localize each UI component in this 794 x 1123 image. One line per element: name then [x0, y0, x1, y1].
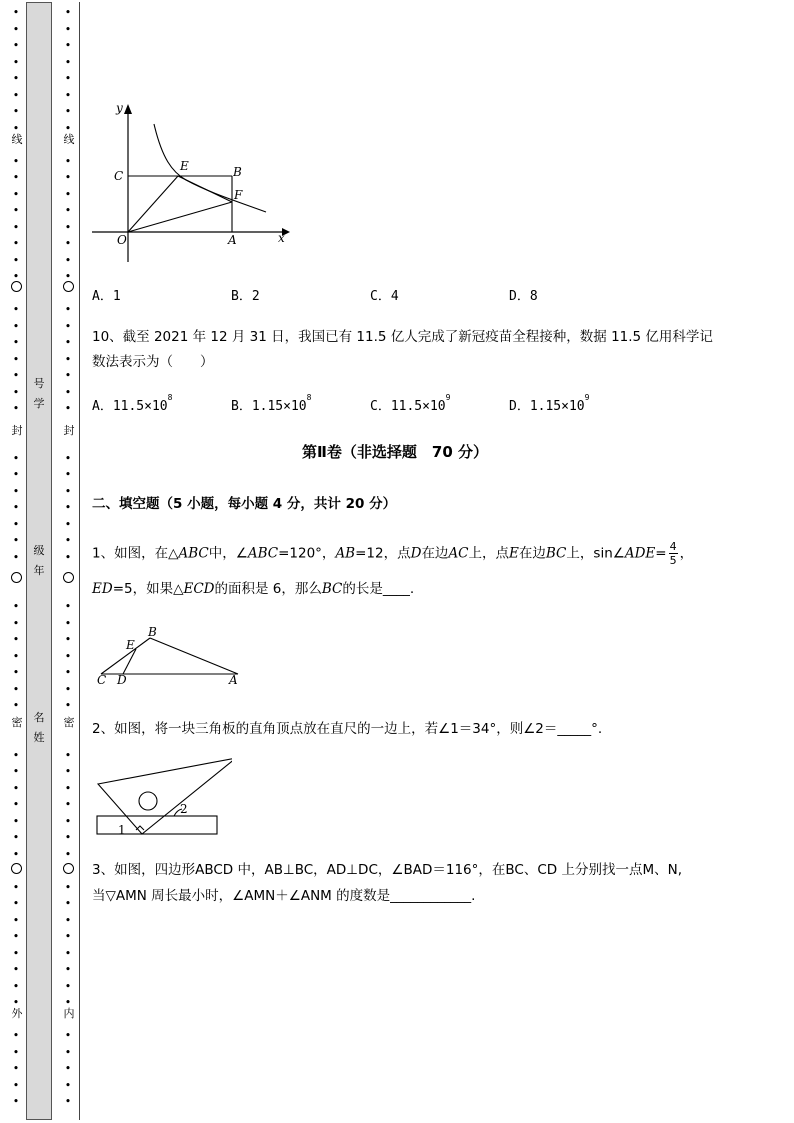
binding-dot: • — [12, 1029, 20, 1042]
binding-strip — [26, 2, 52, 1120]
q10-choice-a[interactable]: A．$11.5\times 10^8$ — [92, 393, 173, 414]
binding-dot: • — [64, 781, 72, 795]
fq3-line-2: 当▽AMN 周长最小时，∠AMN＋∠ANM 的度数是____________. — [92, 888, 476, 904]
binding-dot: • — [64, 253, 72, 267]
part-2-title: 第Ⅱ卷（非选择题 70 分） — [302, 443, 488, 461]
binding-dot: • — [64, 930, 72, 943]
binding-dot: • — [12, 897, 20, 910]
inner-label-line: 线 — [63, 133, 75, 146]
label-angle-2: 2 — [180, 802, 188, 816]
binding-dot: • — [12, 171, 20, 184]
y-axis-arrow — [124, 104, 132, 114]
binding-dot: • — [12, 1078, 20, 1092]
binding-dot: • — [12, 204, 20, 217]
binding-dot: • — [12, 600, 20, 613]
label-x: x — [278, 231, 285, 245]
strip-label-name-2: 姓 — [33, 731, 45, 744]
label-d: D — [117, 673, 127, 687]
binding-dot: • — [12, 369, 20, 382]
q10-choice-b[interactable]: B．$1.15\times 10^8$ — [231, 393, 312, 414]
binding-dot: • — [64, 550, 72, 564]
inner-circle-mark — [63, 863, 74, 874]
q10-stem-line-1: 10、截至 2021 年 12 月 31 日，我国已有 11.5 亿人完成了新冠疫苗全程接种，数据 11.5 亿用科学记 — [92, 329, 713, 345]
binding-dot: • — [12, 633, 20, 646]
binding-dot: • — [12, 1045, 20, 1059]
binding-dot: • — [12, 501, 20, 514]
outer-circle-mark — [11, 863, 22, 874]
binding-dot: • — [12, 22, 20, 36]
section-2-title: 二、填空题（5 小题，每小题 4 分，共计 20 分） — [92, 496, 397, 512]
hyperbola-curve — [154, 124, 266, 212]
binding-dot: • — [64, 699, 72, 712]
strip-label-name-1: 名 — [33, 711, 45, 724]
binding-dot: • — [64, 748, 72, 762]
binding-dot: • — [64, 600, 72, 613]
binding-dot: • — [12, 72, 20, 85]
fq3-line-1: 3、如图，四边形ABCD 中，AB⊥BC，AD⊥DC，∠BAD＝116°，在BC、CD 上分别找一点M、N, — [92, 862, 682, 878]
binding-dot: • — [12, 352, 20, 366]
label-y: y — [116, 101, 123, 115]
binding-dot: • — [64, 204, 72, 217]
figure-2-triangle — [92, 622, 252, 692]
binding-dot: • — [12, 121, 20, 135]
binding-dot: • — [64, 649, 72, 663]
fq1-line-2: ED=5，如果△ECD的面积是 6，那么BC的长是____. — [92, 581, 415, 597]
binding-dot: • — [64, 1062, 72, 1075]
binding-dot: • — [12, 534, 20, 547]
binding-dot: • — [64, 402, 72, 415]
q10-choice-c[interactable]: C．$11.5\times 10^9$ — [370, 393, 451, 414]
binding-dot: • — [12, 187, 20, 201]
binding-dot: • — [12, 319, 20, 333]
binding-dot: • — [64, 105, 72, 118]
fq2-stem: 2、如图，将一块三角板的直角顶点放在直尺的一边上，若∠1＝34°，则∠2＝_____°. — [92, 721, 603, 737]
strip-label-class-2: 年 — [33, 564, 45, 577]
binding-dot: • — [12, 979, 20, 993]
label-o: O — [117, 233, 127, 247]
binding-dot: • — [12, 253, 20, 267]
binding-dot: • — [12, 666, 20, 679]
label-angle-1: 1 — [118, 823, 126, 837]
binding-dot: • — [12, 765, 20, 778]
segment-ef — [178, 176, 232, 202]
inner-label-seal: 封 — [63, 424, 75, 437]
binding-dot: • — [64, 484, 72, 498]
binding-dot: • — [64, 72, 72, 85]
binding-dot: • — [64, 385, 72, 399]
binding-dot: • — [12, 385, 20, 399]
binding-dot: • — [64, 88, 72, 102]
set-square-hole — [139, 792, 157, 810]
q10-choice-d[interactable]: D．$1.15\times 10^9$ — [509, 393, 590, 414]
binding-dot: • — [12, 649, 20, 663]
label-b: B — [233, 165, 242, 179]
binding-dot: • — [64, 1029, 72, 1042]
binding-dot: • — [64, 880, 72, 894]
binding-dot: • — [12, 336, 20, 349]
label-c: C — [114, 169, 124, 183]
binding-dot: • — [64, 616, 72, 630]
binding-dot: • — [64, 996, 72, 1009]
binding-dot: • — [64, 352, 72, 366]
segment-oe — [128, 176, 178, 232]
fraction-4-5: $\frac{4}{5}$ — [669, 540, 677, 567]
binding-dot: • — [64, 847, 72, 861]
binding-dot: • — [12, 913, 20, 927]
segment-ba — [150, 638, 238, 674]
strip-label-number-1: 号 — [33, 377, 45, 390]
binding-dot: • — [64, 831, 72, 844]
inner-label-inside: 内 — [63, 1007, 75, 1020]
binding-dot: • — [12, 963, 20, 976]
binding-dot: • — [64, 798, 72, 811]
figure-3-set-square — [92, 754, 232, 840]
binding-dot: • — [12, 6, 20, 19]
binding-dot: • — [64, 517, 72, 531]
binding-dot: • — [12, 814, 20, 828]
binding-dot: • — [12, 105, 20, 118]
binding-dot: • — [64, 121, 72, 135]
binding-dot: • — [64, 220, 72, 234]
label-e: E — [126, 638, 135, 652]
strip-label-class-1: 级 — [33, 544, 45, 557]
binding-dot: • — [64, 682, 72, 696]
binding-dot: • — [12, 270, 20, 283]
label-a: A — [229, 673, 238, 687]
binding-dot: • — [12, 237, 20, 250]
binding-dot: • — [64, 814, 72, 828]
binding-dot: • — [12, 946, 20, 960]
binding-dot: • — [64, 270, 72, 283]
binding-dot: • — [64, 501, 72, 514]
binding-dot: • — [12, 616, 20, 630]
binding-dot: • — [12, 831, 20, 844]
segment-of — [128, 202, 232, 232]
binding-dot: • — [12, 682, 20, 696]
binding-dot: • — [64, 171, 72, 184]
figure-1-graph — [88, 96, 298, 266]
binding-dot: • — [64, 237, 72, 250]
inner-label-secret: 密 — [63, 716, 75, 729]
outer-circle-mark — [11, 572, 22, 583]
binding-dot: • — [12, 303, 20, 316]
binding-dot: • — [12, 484, 20, 498]
binding-dot: • — [12, 781, 20, 795]
binding-dot: • — [64, 154, 72, 168]
binding-dot: • — [12, 847, 20, 861]
binding-dot: • — [12, 748, 20, 762]
binding-dot: • — [64, 336, 72, 349]
outer-label-secret: 密 — [11, 716, 23, 729]
ruler — [97, 816, 217, 834]
label-a: A — [228, 233, 237, 247]
binding-dot: • — [64, 913, 72, 927]
binding-dot: • — [64, 1095, 72, 1108]
label-c: C — [97, 673, 107, 687]
binding-dot: • — [64, 451, 72, 465]
binding-dot: • — [64, 963, 72, 976]
fq1-line-1: 1、如图，在△ABC中，∠ABC=120°，AB=12，点D在边AC上，点E在边BC上，sin∠ADE= $\frac{4}{5}$ ， — [92, 540, 694, 567]
binding-dot: • — [64, 765, 72, 778]
strip-label-number-2: 学 — [33, 397, 45, 410]
binding-dot: • — [64, 897, 72, 910]
binding-dot: • — [64, 187, 72, 201]
inner-circle-mark — [63, 572, 74, 583]
label-b: B — [148, 625, 157, 639]
binding-dot: • — [64, 1045, 72, 1059]
binding-dot: • — [12, 468, 20, 481]
binding-dot: • — [12, 451, 20, 465]
binding-dot: • — [64, 6, 72, 19]
binding-dot: • — [64, 468, 72, 481]
q9-choice-c[interactable]: C．4 — [370, 289, 399, 304]
binding-dot: • — [64, 1078, 72, 1092]
binding-dot: • — [12, 798, 20, 811]
binding-dot: • — [12, 880, 20, 894]
binding-dot: • — [12, 402, 20, 415]
binding-dot: • — [12, 39, 20, 52]
q9-choice-d[interactable]: D．8 — [509, 289, 538, 304]
binding-dot: • — [64, 369, 72, 382]
binding-dot: • — [64, 319, 72, 333]
binding-dot: • — [64, 979, 72, 993]
binding-dot: • — [64, 534, 72, 547]
binding-dot: • — [12, 930, 20, 943]
binding-dot: • — [64, 946, 72, 960]
binding-dot: • — [64, 22, 72, 36]
binding-cut-line — [79, 2, 80, 1120]
binding-dot: • — [64, 303, 72, 316]
binding-dot: • — [12, 699, 20, 712]
outer-label-seal: 封 — [11, 424, 23, 437]
binding-dot: • — [12, 1062, 20, 1075]
q9-choice-b[interactable]: B．2 — [231, 289, 260, 304]
outer-label-line: 线 — [11, 133, 23, 146]
binding-dot: • — [64, 39, 72, 52]
binding-dot: • — [12, 154, 20, 168]
binding-dot: • — [64, 55, 72, 69]
binding-dot: • — [12, 88, 20, 102]
binding-dot: • — [12, 550, 20, 564]
q9-choice-a[interactable]: A．1 — [92, 289, 121, 304]
binding-dot: • — [12, 1095, 20, 1108]
q10-stem-line-2: 数法表示为（ ） — [92, 354, 214, 370]
binding-dot: • — [12, 996, 20, 1009]
binding-dot: • — [12, 517, 20, 531]
binding-dot: • — [64, 666, 72, 679]
label-e: E — [180, 159, 189, 173]
binding-dot: • — [12, 220, 20, 234]
binding-dot: • — [12, 55, 20, 69]
binding-dot: • — [64, 633, 72, 646]
label-f: F — [234, 188, 243, 202]
outer-label-outside: 外 — [11, 1007, 23, 1020]
